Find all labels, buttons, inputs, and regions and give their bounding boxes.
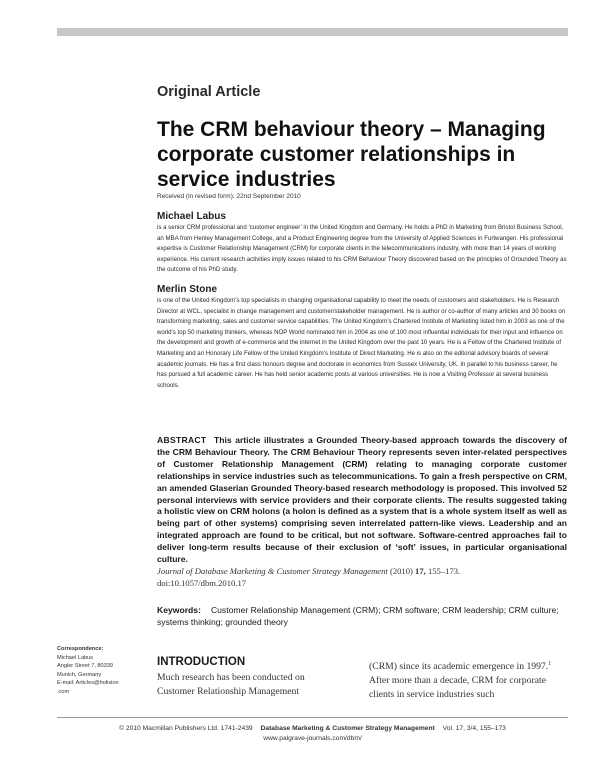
footer-rule xyxy=(57,717,568,718)
author-name-2: Merlin Stone xyxy=(157,284,218,295)
correspondence-email-cont[interactable]: .com xyxy=(57,688,70,695)
author-bio-2: is one of the United Kingdom’s top specialists in changing organisational capability to meet the needs of customers and stakeholders. He is Research Director at WCL, specialist in change management and customer/stakeholder management. He is author or co-author of many articles and 30 books on transforming marketing, sales and customer service capabilities. The United Kingdom’s Chartered Institute of Marketing listed him in 2003 as one of the world’s top 50 marketing thinkers, whereas NOP World nominated him in 2004 as one of 100 most influential individuals for their input and influence on the development and growth of e-commerce and the internet in the United Kingdom over the past 10 years. He is a Fellow of the Chartered Institute of Marketing and an Honorary Life Fellow of the United Kingdom’s Institute of Direct Marketing. He is also on the editorial advisory boards of several academic journals. He has a first class honours degree and doctorate in economics from Sussex University, UK. In parallel to his business career, he has pursued a full academic career. He has held senior academic posts at various universities. He is now a Visiting Professor at several business schools. xyxy=(157,297,566,389)
keywords xyxy=(157,604,569,628)
author-bio-1: is a senior CRM professional and ‘customer engineer’ in the United Kingdom and Germany. He holds a PhD in Marketing from Bristol Business School, an MBA from Henley Management College, and a Product Engineering degree from the University of Applied Sciences in Furtwangen. His professional expertise is Customer Relationship Management (CRM) for corporate clients in the telecommunications industry, with more than 14 years of working experience. His current research activities imply issues related to his CRM Behaviour Theory discovered based on the principles of Grounded Theory as the outcome of his PhD study. xyxy=(157,224,567,274)
article-type: Original Article xyxy=(157,84,261,100)
citation-pages: 155–173. xyxy=(427,566,461,576)
footer-journal: Database Marketing & Customer Strategy Management xyxy=(260,725,435,732)
introduction-right-column xyxy=(369,657,569,702)
correspondence xyxy=(57,645,152,697)
introduction-left-column: Much research has been conducted on Customer Relationship Management xyxy=(157,672,305,697)
received-date: Received (in revised form): 22nd September 2010 xyxy=(157,193,301,200)
article-title: The CRM behaviour theory – Managing corporate customer relationships in service industries xyxy=(157,118,546,191)
abstract-label: ABSTRACT xyxy=(157,435,207,445)
footer-volume: Vol. 17, 3/4, 155–173 xyxy=(442,725,506,732)
intro-text-part-1: (CRM) since its academic emergence in 1997. xyxy=(369,661,549,673)
correspondence-email[interactable]: E-mail: Articles@holision xyxy=(57,680,119,687)
intro-text-part-2: After more than a decade, CRM for corporate clients in service industries such xyxy=(369,675,546,701)
page-footer xyxy=(57,724,568,744)
keywords-label: Keywords: xyxy=(157,605,201,615)
author-name-1: Michael Labus xyxy=(157,211,226,222)
correspondence-heading: Correspondence: xyxy=(57,646,104,652)
correspondence-line: Munich, Germany xyxy=(57,671,102,678)
correspondence-line: Angler Street 7, 80339 xyxy=(57,663,113,670)
citation-year: (2010) xyxy=(389,566,413,576)
citation xyxy=(157,565,567,589)
footer-url[interactable]: www.palgrave-journals.com/dbm/ xyxy=(263,735,362,742)
citation-doi[interactable]: doi:10.1057/dbm.2010.17 xyxy=(157,578,247,588)
abstract xyxy=(157,435,567,566)
footer-copyright: © 2010 Macmillan Publishers Ltd. 1741-2439 xyxy=(119,725,253,732)
footnote-ref[interactable]: 1 xyxy=(548,661,552,667)
correspondence-line: Michael Labus xyxy=(57,654,94,661)
header-rule xyxy=(57,28,568,36)
keywords-text: Customer Relationship Management (CRM); CRM software; CRM leadership; CRM culture; systems thinking; grounded theory xyxy=(157,605,559,627)
citation-journal: Journal of Database Marketing & Customer Strategy Management xyxy=(157,566,388,576)
abstract-text: This article illustrates a Grounded Theory-based approach towards the discovery of the CRM Behaviour Theory. The CRM Behaviour Theory represents seven inter-related perspectives of Customer Relationship Management (CRM) relating to managing corporate customer relationships in service industries such as telecommunications. To gain a fresh perspective on CRM, an amended Glaserian Grounded Theory-based research methodology is proposed. This involved 52 personal interviews with service providers and their corporate clients. The results suggested taking a holistic view on CRM holons (a holon is defined as a system that is a whole system itself as well as being part of other systems) comprising seven interrelated pattern-like views. Leadership and an integrated approach are found to be critical, but not software. Software-centred approaches fail to deliver long-term results because of their exclusion of ‘soft’ issues, in particular organisational culture. xyxy=(157,435,567,565)
introduction-heading: INTRODUCTION xyxy=(157,656,246,668)
citation-volume: 17, xyxy=(415,566,426,576)
